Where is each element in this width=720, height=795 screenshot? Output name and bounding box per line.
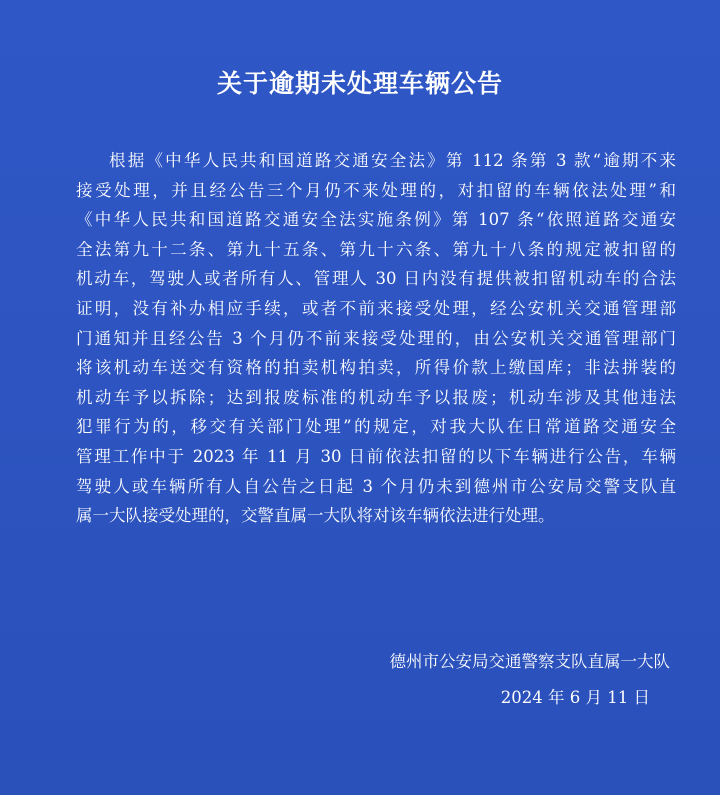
notice-title: 关于逾期未处理车辆公告 bbox=[216, 69, 503, 98]
body-line: 门通知并且经公告 3 个月仍不前来接受处理的，由公安机关交通管理部门 bbox=[76, 328, 676, 348]
body-line: 机动车予以拆除；达到报废标准的机动车予以报废；机动车涉及其他违法 bbox=[76, 387, 676, 407]
body-line: 犯罪行为的，移交有关部门处理”的规定，对我大队在日常道路交通安全 bbox=[76, 417, 676, 437]
body-line: 将该机动车送交有资格的拍卖机构拍卖，所得价款上缴国库；非法拼装的 bbox=[76, 358, 676, 378]
body-line: 全法第九十二条、第九十五条、第九十六条、第九十八条的规定被扣留的 bbox=[76, 239, 676, 259]
body-line: 管理工作中于 2023 年 11 月 30 日前依法扣留的以下车辆进行公告，车辆 bbox=[76, 446, 676, 466]
body-line: 属一大队接受处理的，交警直属一大队将对该车辆依法进行处理。 bbox=[76, 506, 555, 526]
issue-date: 2024 年 6 月 11 日 bbox=[500, 688, 650, 707]
body-line: 《中华人民共和国道路交通安全法实施条例》第 107 条“依照道路交通安 bbox=[76, 210, 676, 230]
notice-body bbox=[76, 146, 676, 531]
body-line: 驾驶人或车辆所有人自公告之日起 3 个月仍未到德州市公安局交警支队直 bbox=[76, 476, 676, 496]
issuer-signature: 德州市公安局交通警察支队直属一大队 bbox=[389, 652, 670, 671]
body-line: 根据《中华人民共和国道路交通安全法》第 112 条第 3 款“逾期不来 bbox=[109, 151, 676, 170]
body-line: 证明，没有补办相应手续，或者不前来接受处理，经公安机关交通管理部 bbox=[76, 298, 676, 318]
body-line: 接受处理，并且经公告三个月仍不来处理的，对扣留的车辆依法处理”和 bbox=[76, 180, 676, 200]
body-line: 机动车，驾驶人或者所有人、管理人 30 日内没有提供被扣留机动车的合法 bbox=[76, 269, 676, 289]
